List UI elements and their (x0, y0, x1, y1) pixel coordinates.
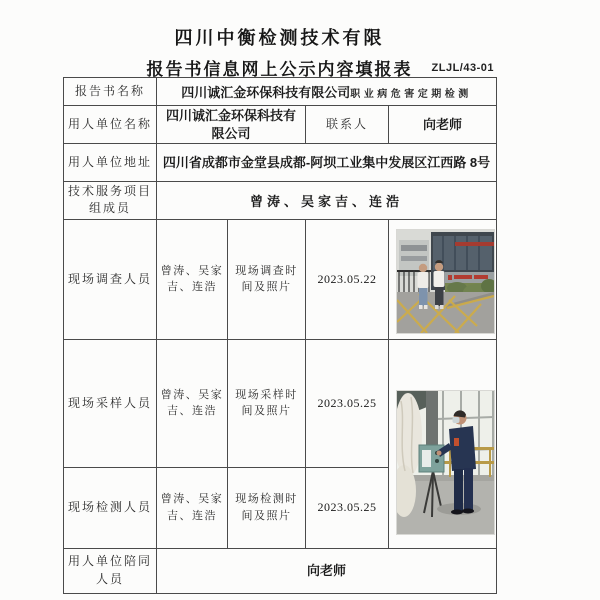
escort-value: 向老师 (157, 548, 497, 593)
site-testing-members: 曾涛、吴家吉、连浩 (157, 467, 228, 548)
site-sampling-photo-cell (389, 339, 497, 548)
site-sampling-time-label: 现场采样时间及照片 (228, 339, 306, 467)
employer-name-label: 用人单位名称 (64, 106, 157, 144)
doc-header (63, 24, 496, 79)
report-name-type: 职业病危害定期检测 (350, 88, 472, 100)
report-name-company: 四川诚汇金环保科技有限公司 (181, 84, 351, 100)
sampling-scene-illustration (397, 391, 494, 534)
report-name-value (157, 78, 497, 106)
form-title-row (63, 55, 496, 79)
row-project-team (64, 182, 497, 220)
row-escort (64, 548, 497, 593)
contact-value: 向老师 (389, 106, 497, 144)
factory-entrance-two-staff-photo (396, 229, 495, 334)
escort-label: 用人单位陪同人员 (64, 548, 157, 593)
site-survey-label: 现场调查人员 (64, 219, 157, 339)
site-testing-date: 2023.05.25 (306, 467, 389, 548)
site-sampling-label: 现场采样人员 (64, 339, 157, 467)
site-survey-members: 曾涛、吴家吉、连浩 (157, 219, 228, 339)
row-site-survey (64, 219, 497, 339)
contact-label: 联系人 (306, 106, 389, 144)
row-employer-address (64, 144, 497, 182)
site-testing-label: 现场检测人员 (64, 467, 157, 548)
doc-code: ZLJL/43-01 (431, 62, 494, 74)
site-sampling-members: 曾涛、吴家吉、连浩 (157, 339, 228, 467)
project-team-value: 曾涛、吴家吉、连浩 (157, 182, 497, 220)
company-title: 四川中衡检测技术有限 (174, 28, 385, 48)
row-report-name (64, 78, 497, 106)
site-survey-date: 2023.05.22 (306, 219, 389, 339)
employer-name-value: 四川诚汇金环保科技有限公司 (157, 106, 306, 144)
employer-address-label: 用人单位地址 (64, 144, 157, 182)
form-title: 报告书信息网上公示内容填报表 (146, 60, 413, 79)
site-survey-time-label: 现场调查时间及照片 (228, 219, 306, 339)
indoor-sampling-technician-photo (396, 390, 495, 535)
row-employer-name (64, 106, 497, 144)
employer-address-value: 四川省成都市金堂县成都-阿坝工业集中发展区江西路 8号 (157, 144, 497, 182)
project-team-label: 技术服务项目组成员 (64, 182, 157, 220)
site-testing-time-label: 现场检测时间及照片 (228, 467, 306, 548)
row-site-sampling (64, 339, 497, 467)
factory-entrance-illustration (397, 230, 494, 333)
site-sampling-date: 2023.05.25 (306, 339, 389, 467)
report-info-table (63, 77, 497, 594)
site-survey-photo-cell (389, 219, 497, 339)
report-name-label: 报告书名称 (64, 78, 157, 106)
